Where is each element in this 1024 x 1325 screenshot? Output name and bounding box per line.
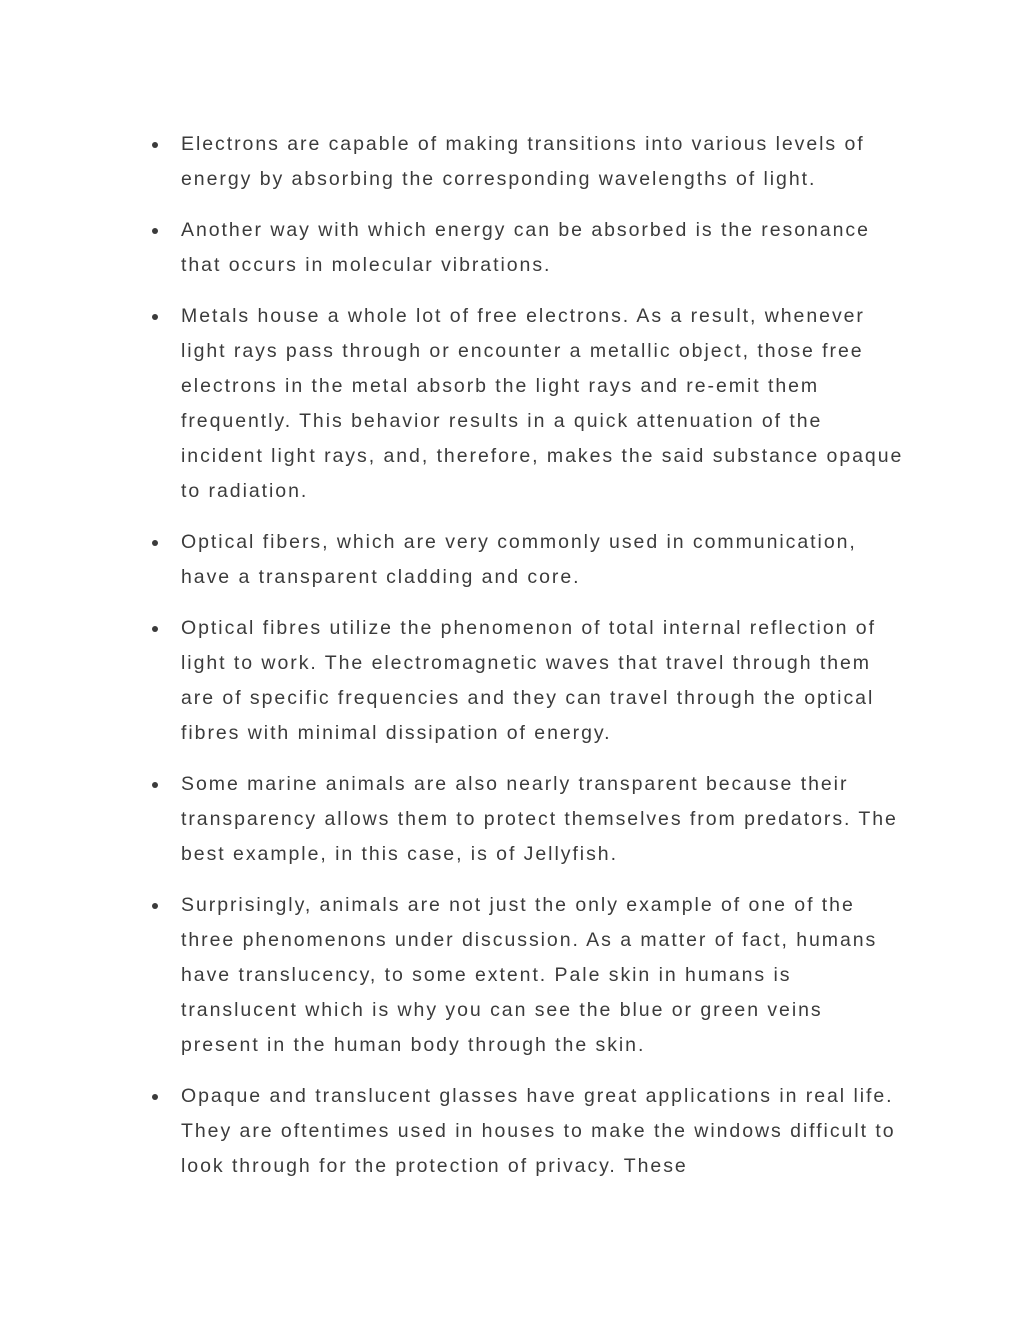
bullet-icon (152, 626, 158, 632)
bullet-text: Surprisingly, animals are not just the only example of one of the three phenomenons under discussion. As a matter of fact, humans have translucency, to some extent. Pale skin in humans is translucent which is why you can see the blue or green veins present in the human body through the skin. (181, 894, 878, 1056)
list-item (148, 888, 908, 1063)
bullet-icon (152, 903, 158, 909)
bullet-text: Opaque and translucent glasses have great applications in real life. They are oftentimes used in houses to make the windows difficult to look through for the protection of privacy. These (181, 1085, 896, 1177)
bullet-icon (152, 782, 158, 788)
bullet-icon (152, 540, 158, 546)
list-item (148, 213, 908, 283)
bullet-icon (152, 228, 158, 234)
list-item (148, 1079, 908, 1184)
list-item (148, 767, 908, 872)
list-item (148, 127, 908, 197)
list-item (148, 299, 908, 509)
bullet-icon (152, 314, 158, 320)
bullet-text: Another way with which energy can be absorbed is the resonance that occurs in molecular vibrations. (181, 219, 870, 276)
bullet-text: Electrons are capable of making transitions into various levels of energy by absorbing the corresponding wavelengths of light. (181, 133, 865, 190)
bullet-list (148, 127, 908, 1200)
list-item (148, 525, 908, 595)
bullet-text: Some marine animals are also nearly transparent because their transparency allows them to protect themselves from predators. The best example, in this case, is of Jellyfish. (181, 773, 898, 865)
bullet-text: Optical fibres utilize the phenomenon of total internal reflection of light to work. The electromagnetic waves that travel through them are of specific frequencies and they can travel through the optical fibres with minimal dissipation of energy. (181, 617, 876, 744)
bullet-text: Optical fibers, which are very commonly used in communication, have a transparent cladding and core. (181, 531, 857, 588)
bullet-icon (152, 142, 158, 148)
list-item (148, 611, 908, 751)
bullet-icon (152, 1094, 158, 1100)
bullet-text: Metals house a whole lot of free electrons. As a result, whenever light rays pass through or encounter a metallic object, those free electrons in the metal absorb the light rays and re-emit them frequently. This behavior results in a quick attenuation of the incident light rays, and, therefore, makes the said substance opaque to radiation. (181, 305, 904, 502)
